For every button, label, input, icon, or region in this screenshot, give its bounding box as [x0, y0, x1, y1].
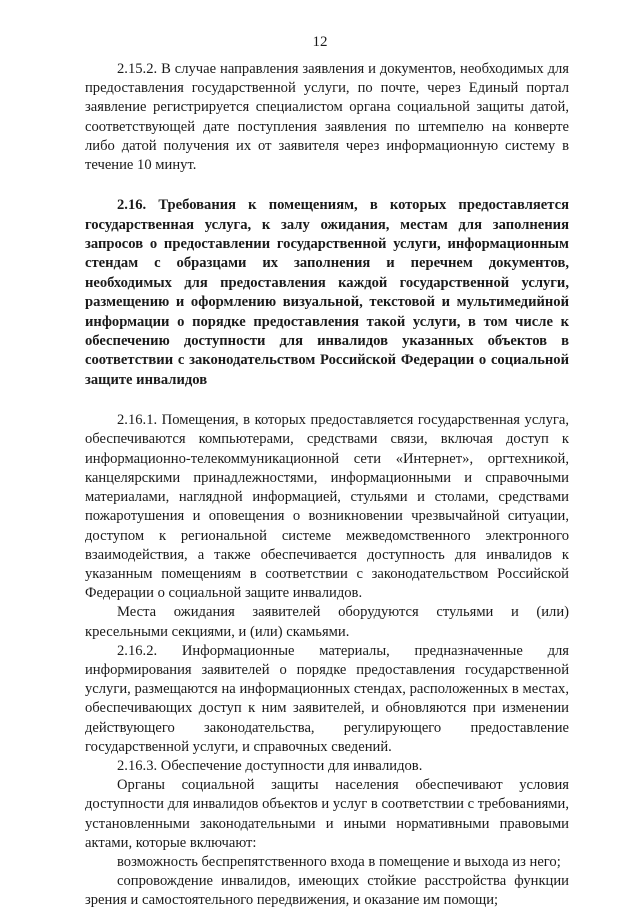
page-number: 12 [312, 34, 328, 50]
paragraph-accessibility-conditions: Органы социальной защиты населения обеспечивают условия доступности для инвалидов объектов и услуг в соответствии с требованиями, установленными законодательными и иными нормативными правовыми актами, которые включают: [85, 777, 569, 851]
section-heading-2-16: 2.16. Требования к помещениям, в которых предоставляется государственная услуга, к залу ожидания, местам для заполнения запросов о предоставлении государственной услуги, информационным стендам с образцами их заполнения и перечнем документов, необходимых для предоставления каждой государственной услуги, размещению и оформлению визуальной, текстовой и мультимедийной информации о порядке предоставления такой услуги, в том числе к обеспечению доступности для инвалидов указанных объектов в соответствии с законодательством Российской Федерации о социальной защите инвалидов [85, 197, 569, 388]
paragraph-2-16-2: 2.16.2. Информационные материалы, предназначенные для информирования заявителей о порядке предоставления государственной услуги, размещаются на информационных стендах, расположенных в местах, обеспечивающих доступ к ним заявителей, и обновляются при изменении действующего законодательства, регулирующего предоставление государственной услуги, и справочных сведений. [85, 642, 569, 755]
list-item-escort: сопровождение инвалидов, имеющих стойкие расстройства функции зрения и самостоятельного передвижения, и оказание им помощи; [85, 873, 569, 909]
paragraph-2-16-3: 2.16.3. Обеспечение доступности для инвалидов. [117, 757, 423, 774]
list-item-entry-exit: возможность беспрепятственного входа в помещение и выхода из него; [117, 853, 561, 870]
paragraph-waiting-places: Места ожидания заявителей оборудуются стульями и (или) кресельными секциями, и (или) скамьями. [85, 604, 569, 640]
document-body [85, 60, 569, 911]
paragraph-2-15-2: 2.15.2. В случае направления заявления и документов, необходимых для предоставления государственной услуги, по почте, через Единый портал заявление регистрируется специалистом органа социальной защиты датой, соответствующей дате поступления заявления по штемпелю на конверте либо датой получения их от заявителя через информационную систему в течение 10 минут. [85, 61, 569, 174]
paragraph-2-16-1: 2.16.1. Помещения, в которых предоставляется государственная услуга, обеспечиваются компьютерами, средствами связи, включая доступ к информационно-телекоммуникационной сети «Интернет», оргтехникой, канцелярскими принадлежностями, информационными и справочными материалами, наглядной информацией, стульями и столами, средствами пожаротушения и оповещения о возникновении чрезвычайной ситуации, доступом к региональной системе межведомственного электронного взаимодействия, а также обеспечивается доступность для инвалидов к указанным помещениям в соответствии с законодательством Российской Федерации о социальной защите инвалидов. [85, 412, 569, 602]
